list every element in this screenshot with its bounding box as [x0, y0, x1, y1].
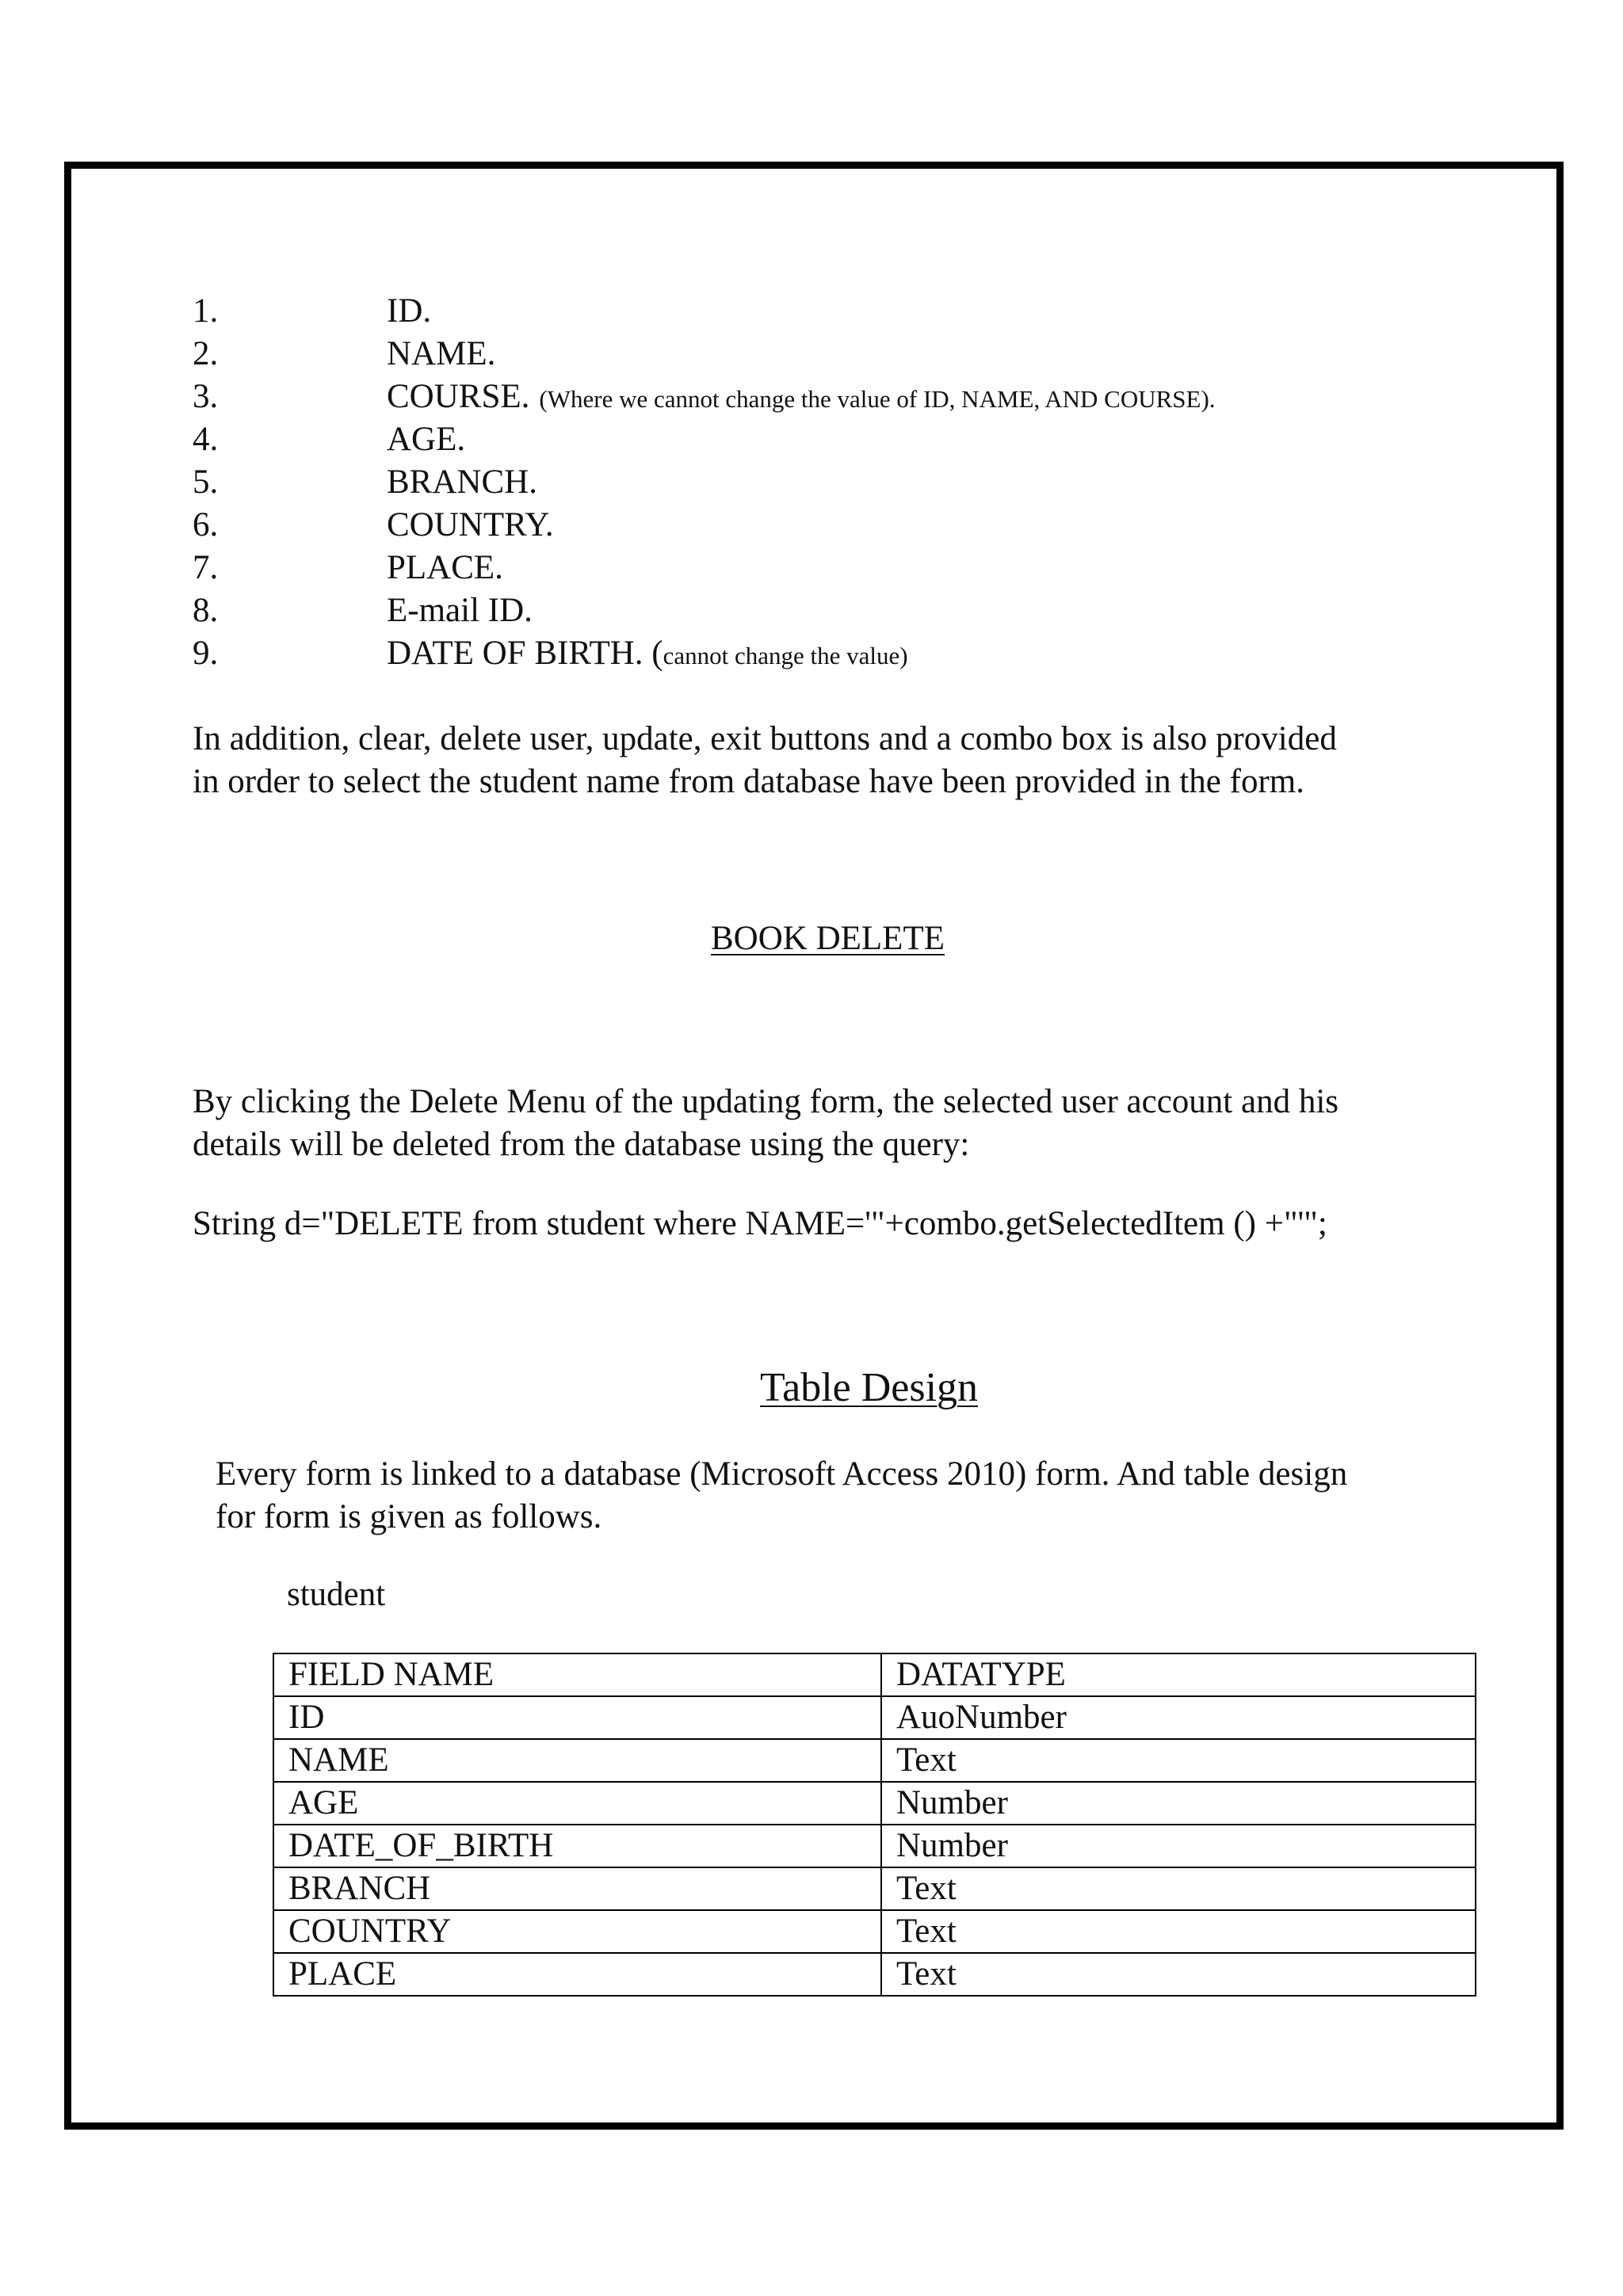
list-number: 8.	[193, 592, 219, 629]
table-design-heading: Table Design	[760, 1365, 979, 1410]
list-label: COUNTRY.	[387, 506, 554, 543]
list-item	[193, 461, 1216, 504]
datatype-cell: Text	[881, 1867, 1476, 1910]
table-row	[273, 1825, 1476, 1867]
field-name-cell: PLACE	[273, 1953, 881, 1996]
table-design-line-2: for form is given as follows.	[216, 1498, 602, 1535]
list-number: 3.	[193, 378, 219, 415]
list-label: E-mail ID.	[387, 592, 533, 629]
list-number: 1.	[193, 292, 219, 330]
field-name-cell: COUNTRY	[273, 1910, 881, 1953]
list-label: DATE OF BIRTH. (	[387, 635, 663, 672]
list-label: NAME.	[387, 335, 496, 372]
list-number: 5.	[193, 463, 219, 501]
list-item	[193, 376, 1216, 418]
datatype-cell: Text	[881, 1910, 1476, 1953]
header-field-name: FIELD NAME	[273, 1653, 881, 1696]
table-caption: student	[287, 1576, 386, 1613]
field-name-cell: AGE	[273, 1782, 881, 1825]
intro-line-2: in order to select the student name from database have been provided in the form.	[193, 763, 1304, 800]
list-item	[193, 418, 1216, 461]
datatype-cell: Text	[881, 1953, 1476, 1996]
table-row	[273, 1782, 1476, 1825]
field-name-cell: DATE_OF_BIRTH	[273, 1825, 881, 1867]
list-item	[193, 333, 1216, 376]
table-design-line-1: Every form is linked to a database (Microsoft Access 2010) form. And table design	[216, 1455, 1348, 1493]
list-number: 4.	[193, 421, 219, 458]
list-number: 2.	[193, 335, 219, 372]
table-row	[273, 1910, 1476, 1953]
datatype-cell: AuoNumber	[881, 1696, 1476, 1739]
intro-line-1: In addition, clear, delete user, update, exit buttons and a combo box is also provided	[193, 720, 1337, 757]
list-label: COURSE.	[387, 378, 530, 415]
list-item	[193, 632, 1216, 675]
table-row	[273, 1739, 1476, 1782]
table-header-row	[273, 1653, 1476, 1696]
student-table	[273, 1653, 1476, 1997]
field-name-cell: ID	[273, 1696, 881, 1739]
delete-query: String d="DELETE from student where NAME='"+combo.getSelectedItem () +"'";	[193, 1205, 1327, 1242]
book-delete-heading: BOOK DELETE	[711, 920, 945, 957]
list-label: PLACE.	[387, 549, 503, 586]
table-row	[273, 1953, 1476, 1996]
list-item	[193, 589, 1216, 632]
list-note: (Where we cannot change the value of ID, NAME, AND COURSE).	[539, 385, 1216, 413]
datatype-cell: Number	[881, 1825, 1476, 1867]
book-delete-line-2: details will be deleted from the database using the query:	[193, 1126, 970, 1163]
datatype-cell: Number	[881, 1782, 1476, 1825]
list-label: ID.	[387, 292, 432, 330]
header-datatype: DATATYPE	[881, 1653, 1476, 1696]
list-number: 9.	[193, 635, 219, 672]
field-name-cell: NAME	[273, 1739, 881, 1782]
datatype-cell: Text	[881, 1739, 1476, 1782]
field-name-cell: BRANCH	[273, 1867, 881, 1910]
list-item	[193, 547, 1216, 589]
table-row	[273, 1867, 1476, 1910]
list-number: 6.	[193, 506, 219, 543]
list-note: cannot change the value)	[663, 642, 908, 669]
list-item	[193, 290, 1216, 333]
book-delete-line-1: By clicking the Delete Menu of the updating form, the selected user account and his	[193, 1083, 1339, 1120]
list-number: 7.	[193, 549, 219, 586]
list-label: BRANCH.	[387, 463, 537, 501]
field-list	[193, 290, 1216, 675]
list-item	[193, 504, 1216, 547]
table-row	[273, 1696, 1476, 1739]
list-label: AGE.	[387, 421, 466, 458]
